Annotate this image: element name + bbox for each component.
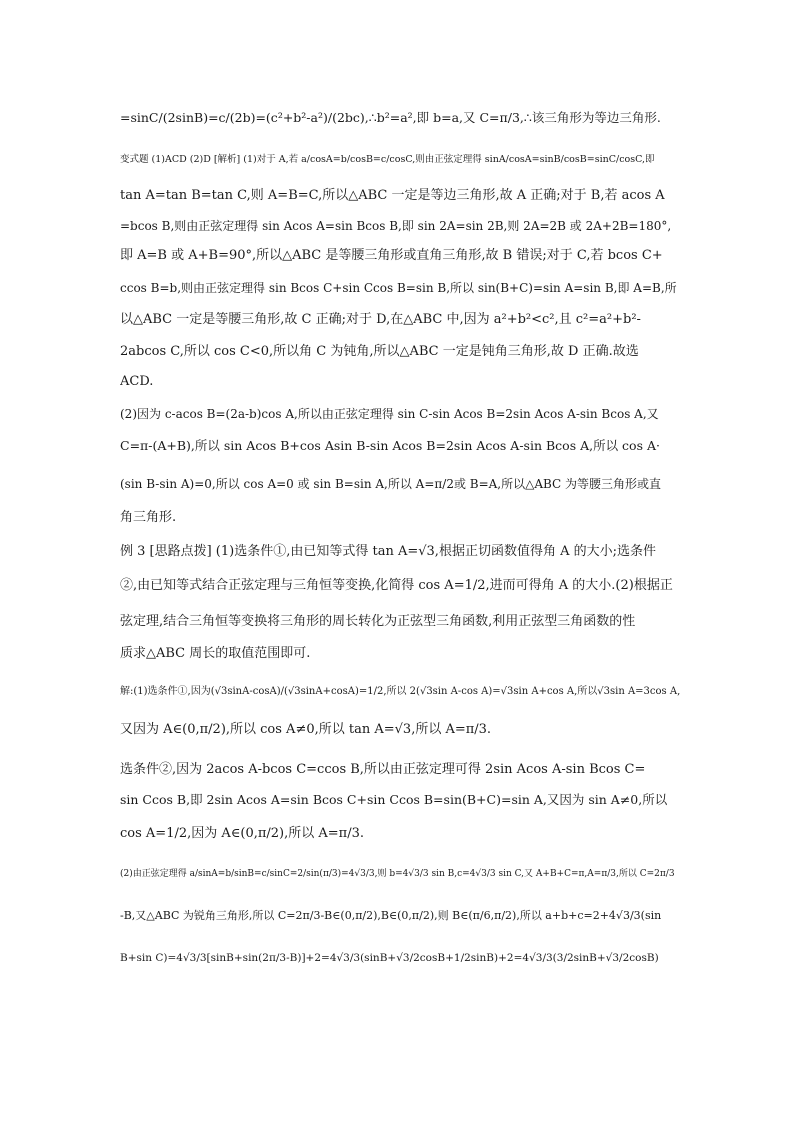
text-line: 解:(1)选条件①,因为(√3sinA-cosA)/(√3sinA+cosA)=1/2,所以 2(√3sin A-cos A)=√3sin A+cos A,所以√3sin A=3cos A,: [120, 686, 680, 697]
text-line: tan A=tan B=tan C,则 A=B=C,所以△ABC 一定是等边三角形,故 A 正确;对于 B,若 acos A: [120, 188, 665, 203]
text-line: C=π-(A+B),所以 sin Acos B+cos Asin B-sin Acos B=2sin Acos A-sin Bcos A,所以 cos A·: [120, 438, 660, 453]
text-line: (sin B-sin A)=0,所以 cos A=0 或 sin B=sin A,所以 A=π/2或 B=A,所以△ABC 为等腰三角形或直: [120, 477, 662, 491]
text-line: 选条件②,因为 2acos A-bcos C=ccos B,所以由正弦定理可得 2sin Acos A-sin Bcos C=: [120, 762, 646, 777]
text-line: 弦定理,结合三角恒等变换将三角形的周长转化为正弦型三角函数,利用正弦型三角函数的性: [120, 614, 636, 629]
text-line: B+sin C)=4√3/3[sinB+sin(2π/3-B)]+2=4√3/3(sinB+√3/2cosB+1/2sinB)+2=4√3/3(3/2sinB+√3/2cosB): [120, 952, 659, 964]
text-line: cos A=1/2,因为 A∈(0,π/2),所以 A=π/3.: [120, 826, 365, 841]
text-line: 即 A=B 或 A+B=90°,所以△ABC 是等腰三角形或直角三角形,故 B 错误;对于 C,若 bcos C+: [120, 248, 663, 263]
text-line: =sinC/(2sinB)=c/(2b)=(c²+b²-a²)/(2bc),∴b²=a²,即 b=a,又 C=π/3,∴该三角形为等边三角形.: [120, 110, 661, 125]
text-line: -B,又△ABC 为锐角三角形,所以 C=2π/3-B∈(0,π/2),B∈(0,π/2),则 B∈(π/6,π/2),所以 a+b+c=2+4√3/3(sin: [120, 909, 662, 922]
text-line: 又因为 A∈(0,π/2),所以 cos A≠0,所以 tan A=√3,所以 A=π/3.: [120, 722, 492, 737]
text-line: =bcos B,则由正弦定理得 sin Acos A=sin Bcos B,即 sin 2A=sin 2B,则 2A=2B 或 2A+2B=180°,: [120, 219, 672, 233]
text-line: 质求△ABC 周长的取值范围即可.: [120, 646, 311, 661]
text-line: (2)因为 c-acos B=(2a-b)cos A,所以由正弦定理得 sin C-sin Acos B=2sin Acos A-sin Bcos A,又: [120, 407, 659, 421]
text-line: sin Ccos B,即 2sin Acos A=sin Bcos C+sin Ccos B=sin(B+C)=sin A,又因为 sin A≠0,所以: [120, 792, 668, 807]
text-line: 2abcos C,所以 cos C<0,所以角 C 为钝角,所以△ABC 一定是钝角三角形,故 D 正确.故选: [120, 344, 639, 359]
text-line: ②,由已知等式结合正弦定理与三角恒等变换,化简得 cos A=1/2,进而可得角 A 的大小.(2)根据正: [120, 578, 673, 593]
text-line: 变式题 (1)ACD (2)D [解析] (1)对于 A,若 a/cosA=b/cosB=c/cosC,则由正弦定理得 sinA/cosA=sinB/cosB=sinC/cosC,即: [120, 154, 655, 165]
text-line: 以△ABC 一定是等腰三角形,故 C 正确;对于 D,在△ABC 中,因为 a²+b²<c²,且 c²=a²+b²-: [120, 312, 641, 327]
text-line: (2)由正弦定理得 a/sinA=b/sinB=c/sinC=2/sin(π/3)=4√3/3,则 b=4√3/3 sin B,c=4√3/3 sin C,又 A+B+C=π,A=π/3,所以 C=2π/3: [120, 869, 675, 879]
text-line: ccos B=b,则由正弦定理得 sin Bcos C+sin Ccos B=sin B,所以 sin(B+C)=sin A=sin B,即 A=B,所: [120, 281, 677, 295]
text-line: 角三角形.: [120, 510, 177, 525]
text-line: 例 3 [思路点拨] (1)选条件①,由已知等式得 tan A=√3,根据正切函数值得角 A 的大小;选条件: [120, 544, 656, 559]
text-line: ACD.: [120, 374, 154, 389]
